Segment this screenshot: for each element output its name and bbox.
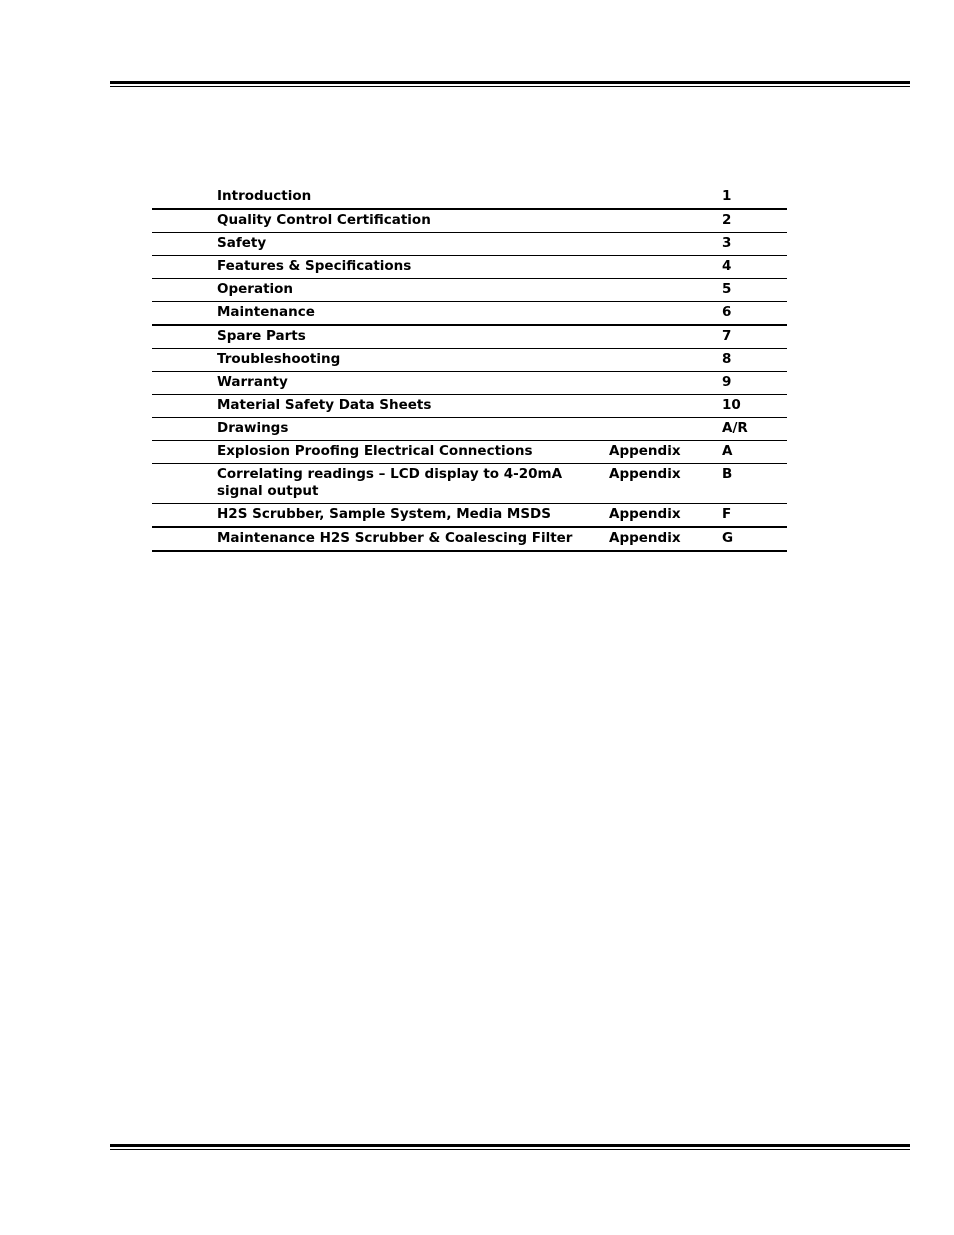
toc-page: 10 bbox=[722, 397, 741, 413]
table-of-contents bbox=[152, 186, 787, 552]
toc-row bbox=[152, 418, 787, 441]
toc-page: 4 bbox=[722, 258, 732, 274]
footer-rule bbox=[110, 1144, 910, 1150]
toc-appendix: Appendix bbox=[609, 530, 681, 546]
toc-page: 3 bbox=[722, 235, 732, 251]
toc-title: Drawings bbox=[217, 420, 289, 436]
toc-page: B bbox=[722, 466, 733, 482]
toc-title: Features & Specifications bbox=[217, 258, 412, 274]
toc-title: Operation bbox=[217, 281, 294, 297]
toc-page: A bbox=[722, 443, 733, 459]
toc-title: Spare Parts bbox=[217, 328, 306, 344]
toc-row bbox=[152, 256, 787, 279]
toc-title: Troubleshooting bbox=[217, 351, 341, 367]
toc-title: Maintenance bbox=[217, 304, 315, 320]
toc-page: 8 bbox=[722, 351, 732, 367]
toc-row bbox=[152, 504, 787, 528]
toc-row bbox=[152, 186, 787, 210]
toc-page: 6 bbox=[722, 304, 732, 320]
toc-title: Material Safety Data Sheets bbox=[217, 397, 432, 413]
toc-page: 1 bbox=[722, 188, 732, 204]
toc-page: F bbox=[722, 506, 732, 522]
toc-row bbox=[152, 441, 787, 464]
toc-title: H2S Scrubber, Sample System, Media MSDS bbox=[217, 506, 551, 522]
toc-page: A/R bbox=[722, 420, 748, 436]
toc-row bbox=[152, 395, 787, 418]
toc-row bbox=[152, 279, 787, 302]
toc-appendix: Appendix bbox=[609, 443, 681, 459]
toc-row bbox=[152, 349, 787, 372]
toc-title: Correlating readings – LCD display to 4-20mA signal output bbox=[217, 466, 563, 499]
toc-page: 9 bbox=[722, 374, 732, 390]
toc-title: Explosion Proofing Electrical Connections bbox=[217, 443, 533, 459]
toc-title: Warranty bbox=[217, 374, 288, 390]
header-rule bbox=[110, 81, 910, 87]
toc-title: Safety bbox=[217, 235, 267, 251]
toc-page: 2 bbox=[722, 212, 732, 228]
toc-page: 7 bbox=[722, 328, 732, 344]
toc-appendix: Appendix bbox=[609, 506, 681, 522]
toc-row bbox=[152, 233, 787, 256]
toc-row bbox=[152, 302, 787, 326]
toc-page: G bbox=[722, 530, 734, 546]
toc-page: 5 bbox=[722, 281, 732, 297]
toc-title: Maintenance H2S Scrubber & Coalescing Filter bbox=[217, 530, 573, 546]
toc-row bbox=[152, 372, 787, 395]
toc-row bbox=[152, 464, 787, 504]
toc-row bbox=[152, 326, 787, 349]
toc-row bbox=[152, 528, 787, 552]
toc-title: Introduction bbox=[217, 188, 312, 204]
toc-title: Quality Control Certification bbox=[217, 212, 431, 228]
toc-appendix: Appendix bbox=[609, 466, 681, 482]
toc-row bbox=[152, 210, 787, 233]
